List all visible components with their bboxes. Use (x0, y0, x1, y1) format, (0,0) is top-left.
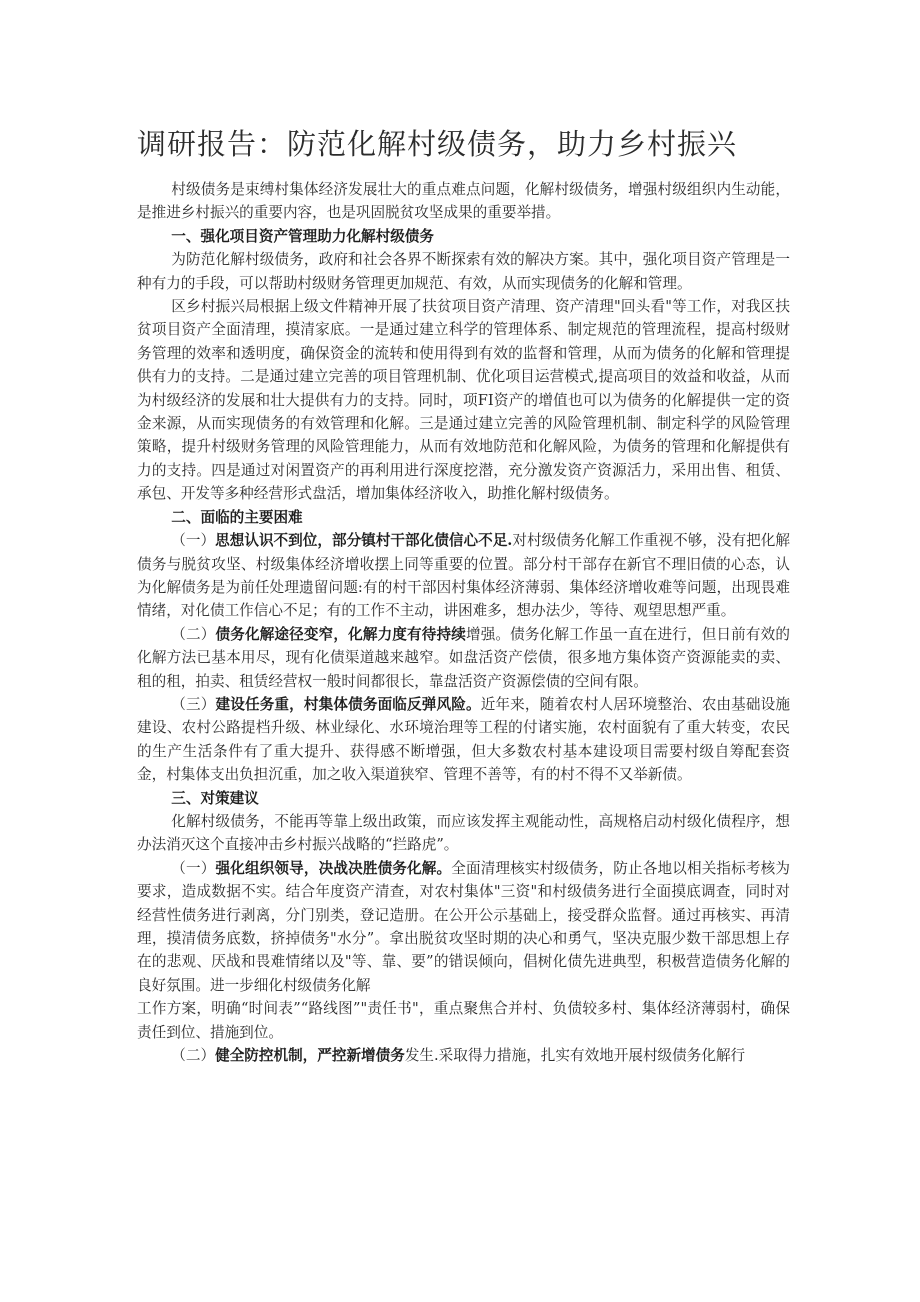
section-heading: 三、对策建议 (171, 789, 259, 807)
item-marker: （二） (171, 625, 216, 643)
paragraph: 为防范化解村级债务，政府和社会各界不断探索有效的解决方案。其中，强化项目资产管理是一种有力的手段，可以帮助村级财务管理更加规范、有效，从而实现债务的化解和管理。 (137, 251, 790, 292)
list-item (137, 857, 790, 997)
item-bold-lead: 建设任务重，村集体债务面临反弹风险。 (215, 695, 481, 713)
item-text: 全面清理核实村级债务，防止各地以相关指标考核为要求，造成数据不实。结合年度资产清查，对农村集体"三资"和村级债务进行全面摸底调查，同时对经营性债务进行剥离，分门别类，登记造册。在公开公示基础上，接受群众监督。通过再核实、再清理，摸清债务底数，挤掉债务"水分”。拿出脱贫攻坚时期的决心和勇气，坚决克服少数干部思想上存在的悲观、厌战和畏难情绪以及"等、靠、要”的错误倾向，倡树化债先进典型，积极营造债务化解的良好氛围。进一步细化村级债务化解 (137, 859, 790, 994)
section-heading: 二、面临的主要困难 (171, 508, 303, 526)
item-text: 近年来，随着农村人居环境整治、农由基础设施建设、农村公路提档升级、林业绿化、水环境治理等工程的付诸实施，农村面貌有了重大转变，农民的生产生活条件有了重大提升、获得感不断增强，但大多数农村基本建设项目需要村级自筹配套资金，村集体支出负担沉重，加之收入渠道狭窄、管理不善等，有的村不得不又举新债。 (137, 695, 790, 784)
item-marker: （二） (171, 1047, 216, 1065)
paragraph: 区乡村振兴局根据上级文件精神开展了扶贫项目资产清理、资产清理"回头看"等工作，对我区扶贫项目资产全面清理，摸清家底。一是通过建立科学的管理体系、制定规范的管理流程，提高村级财务管理的效率和透明度，确保资金的流转和使用得到有效的监督和管理，从而为债务的化解和管理提供有力的支持。二是通过建立完善的项目管理机制、优化项目运营模式,提高项目的效益和收益，从而为村级经济的发展和壮大提供有力的支持。同时，项FI资产的增值也可以为债务的化解提供一定的资金来源，从而实现债务的有效管理和化解。三是通过建立完善的风险管理机制、制定科学的风险管理策略，提升村级财务管理的风险管理能力，从而有效地防范和化解风险，为债务的管理和化解提供有力的支持。四是通过对闲置资产的再利用进行深度挖潜，充分激发资产资源活力，采用出售、租赁、承包、开发等多种经营形式盘活，增加集体经济收入，助推化解村级债务。 (137, 298, 790, 503)
item-bold-lead: 思想认识不到位，部分镇村干部化债信心不足. (215, 532, 513, 550)
section-heading: 一、强化项目资产管理助力化解村级债务 (171, 227, 434, 245)
item-marker: （三） (171, 695, 216, 713)
item-bold-lead: 债务化解途径变窄，化解力度有待持续 (215, 625, 466, 643)
list-item (137, 623, 790, 693)
page-title: 调研报告：防范化解村级债务，助力乡村振兴 (137, 127, 738, 161)
item-text: 增强。债务化解工作虽一直在进行，但日前有效的化解方法已基本用尽，现有化债渠道越来越窄。如盘活资产偿债，很多地方集体资产资源能卖的卖、租的租，拍卖、租赁经营权一般时间都很长，靠盘活资产资源偿债的空间有限。 (137, 625, 790, 690)
item-marker: （一） (171, 859, 216, 877)
item-bold-lead: 健全防控机制，严控新增债务 (215, 1047, 405, 1065)
list-item (137, 693, 790, 787)
item-bold-lead: 强化组织领导，决战决胜债务化解。 (215, 859, 452, 877)
intro-paragraph: 村级债务是束缚村集体经济发展壮大的重点难点问题，化解村级债务，增强村级组织内生动能，是推进乡村振兴的重要内容，也是巩固脱贫攻坚成果的重要举措。 (137, 181, 790, 222)
report-body (137, 178, 790, 1067)
item-text: 对村级债务化解工作重视不够，没有把化解债务与脱贫攻坚、村级集体经济增收摆上同等重要的位置。部分村干部存在新官不理旧债的心态，认为化解债务是为前任处理遗留问题:有的村干部因村集体经济薄弱、集体经济增收难等问题，出现畏难情绪，对化债工作信心不足；有的工作不主动，讲困难多，想办法少，等待、观望思想严重。 (137, 532, 790, 620)
paragraph-continued: 工作方案，明确“时间表”“路线图”"责任书"，重点聚焦合并村、负债较多村、集体经济薄弱村，确保责任到位、措施到位。 (137, 1000, 790, 1041)
list-item (137, 529, 790, 623)
paragraph: 化解村级债务，不能再等靠上级出政策，而应该发挥主观能动性，高规格启动村级化债程序，想办法消灭这个直接冲击乡村振兴战略的“拦路虎”。 (137, 812, 790, 854)
item-text: 发生.采取得力措施，扎实有效地开展村级债务化解行 (404, 1047, 746, 1065)
item-marker: （一） (171, 532, 216, 550)
list-item (137, 1044, 790, 1067)
